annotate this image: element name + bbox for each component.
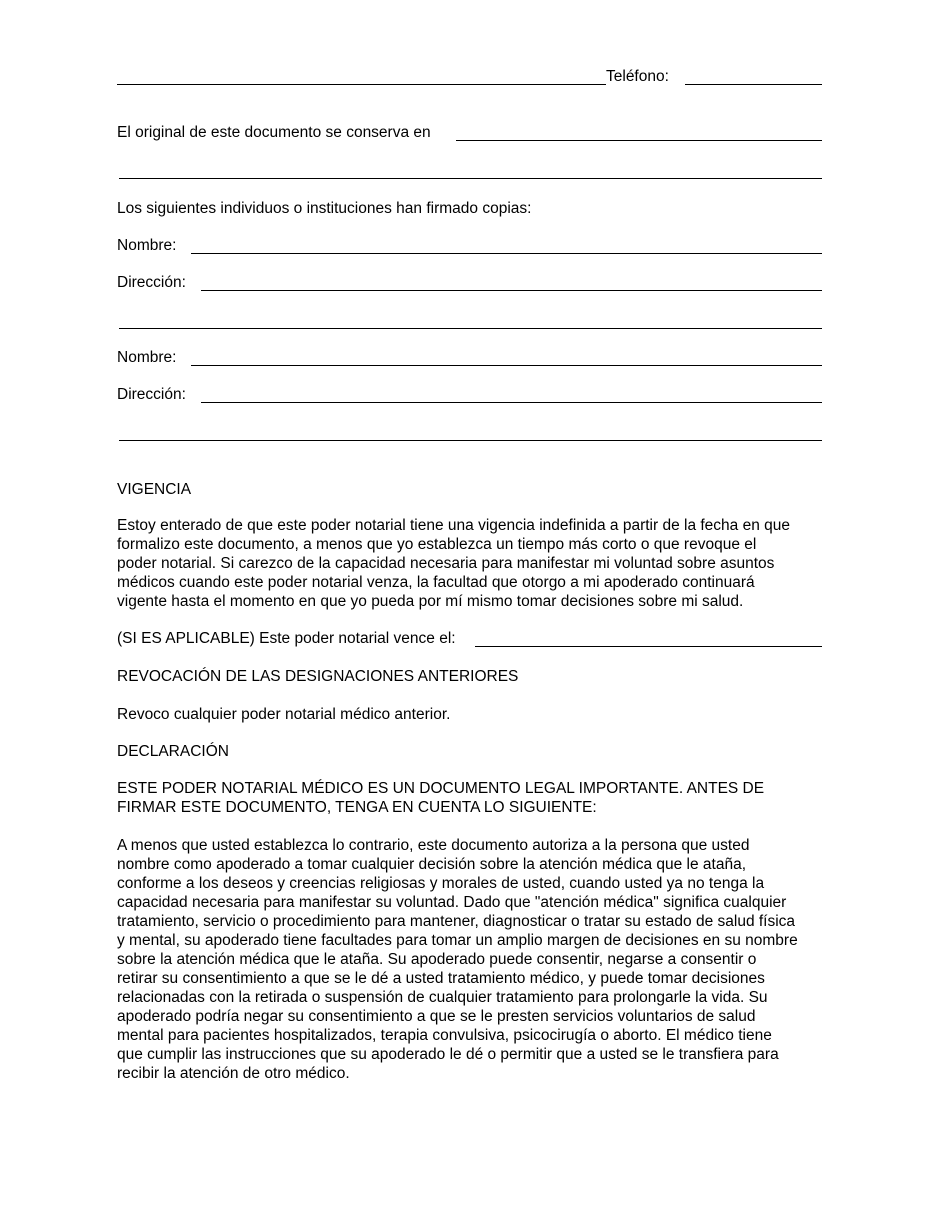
warning-line: FIRMAR ESTE DOCUMENTO, TENGA EN CUENTA LO SIGUIENTE: <box>117 799 597 816</box>
body-line: A menos que usted establezca lo contrario, este documento autoriza a la persona que usted <box>117 837 750 854</box>
contact-blank-line[interactable] <box>117 84 606 85</box>
revocacion-heading: REVOCACIÓN DE LAS DESIGNACIONES ANTERIORES <box>117 668 519 685</box>
body-line: conforme a los deseos y creencias religiosas y morales de usted, cuando usted ya no tenga la <box>117 875 765 892</box>
vigencia-line: poder notarial. Si carezco de la capacidad necesaria para manifestar mi voluntad sobre asuntos <box>117 555 775 572</box>
copy-1-direccion-field[interactable] <box>201 290 822 291</box>
expiry-date-field[interactable] <box>475 646 822 647</box>
body-line: nombre como apoderado a tomar cualquier decisión sobre la atención médica que le ataña, <box>117 856 746 873</box>
expiry-label: (SI ES APLICABLE) Este poder notarial vence el: <box>117 630 456 647</box>
declaracion-body <box>117 836 837 1083</box>
telefono-field[interactable] <box>685 84 822 85</box>
vigencia-heading: VIGENCIA <box>117 481 192 498</box>
copy-2-nombre-field[interactable] <box>191 365 822 366</box>
body-line: sobre la atención médica que le ataña. Su apoderado puede consentir, negarse a consentir o <box>117 951 757 968</box>
body-line: y mental, su apoderado tiene facultades para tomar un amplio margen de decisiones en su nombre <box>117 932 798 949</box>
body-line: apoderado podría negar su consentimiento a que se le presten servicios voluntarios de salud <box>117 1008 756 1025</box>
vigencia-line: formalizo este documento, a menos que yo establezca un tiempo más corto o que revoque el <box>117 536 757 553</box>
vigencia-line: médicos cuando este poder notarial venza, la facultad que otorgo a mi apoderado continuará <box>117 574 755 591</box>
original-location-field-line2[interactable] <box>119 178 822 179</box>
copy-2-nombre-label: Nombre: <box>117 349 177 366</box>
body-line: mental para pacientes hospitalizados, terapia convulsiva, psicocirugía o aborto. El médico tiene <box>117 1027 772 1044</box>
original-location-label: El original de este documento se conserva en <box>117 124 431 141</box>
copy-2-direccion-field[interactable] <box>201 402 822 403</box>
copy-1-nombre-field[interactable] <box>191 253 822 254</box>
copy-2-direccion-label: Dirección: <box>117 386 186 403</box>
revocacion-text: Revoco cualquier poder notarial médico anterior. <box>117 706 451 723</box>
body-line: capacidad necesaria para manifestar su voluntad. Dado que "atención médica" significa cualquier <box>117 894 787 911</box>
vigencia-line: Estoy enterado de que este poder notarial tiene una vigencia indefinida a partir de la fecha en que <box>117 517 791 534</box>
copy-1-direccion-field-line2[interactable] <box>119 328 822 329</box>
body-line: relacionadas con la retirada o suspensión de cualquier tratamiento para prolongarle la vida. Su <box>117 989 768 1006</box>
vigencia-line: vigente hasta el momento en que yo pueda por mí mismo tomar decisiones sobre mi salud. <box>117 593 744 610</box>
copy-2-direccion-field-line2[interactable] <box>119 440 822 441</box>
original-location-field[interactable] <box>456 140 822 141</box>
warning-line: ESTE PODER NOTARIAL MÉDICO ES UN DOCUMENTO LEGAL IMPORTANTE. ANTES DE <box>117 780 765 797</box>
copy-1-direccion-label: Dirección: <box>117 274 186 291</box>
body-line: tratamiento, servicio o procedimiento para mantener, diagnosticar o tratar su estado de salud física <box>117 913 796 930</box>
telefono-label: Teléfono: <box>606 68 669 85</box>
vigencia-paragraph <box>117 516 837 611</box>
copy-1-nombre-label: Nombre: <box>117 237 177 254</box>
declaracion-warning <box>117 779 837 817</box>
copies-intro: Los siguientes individuos o instituciones han firmado copias: <box>117 200 532 217</box>
body-line: que cumplir las instrucciones que su apoderado le dé o permitir que a usted se le transfiera para <box>117 1046 779 1063</box>
body-line: retirar su consentimiento a que se le dé a usted tratamiento médico, y puede tomar decisiones <box>117 970 765 987</box>
body-line: recibir la atención de otro médico. <box>117 1065 350 1082</box>
declaracion-heading: DECLARACIÓN <box>117 743 229 760</box>
